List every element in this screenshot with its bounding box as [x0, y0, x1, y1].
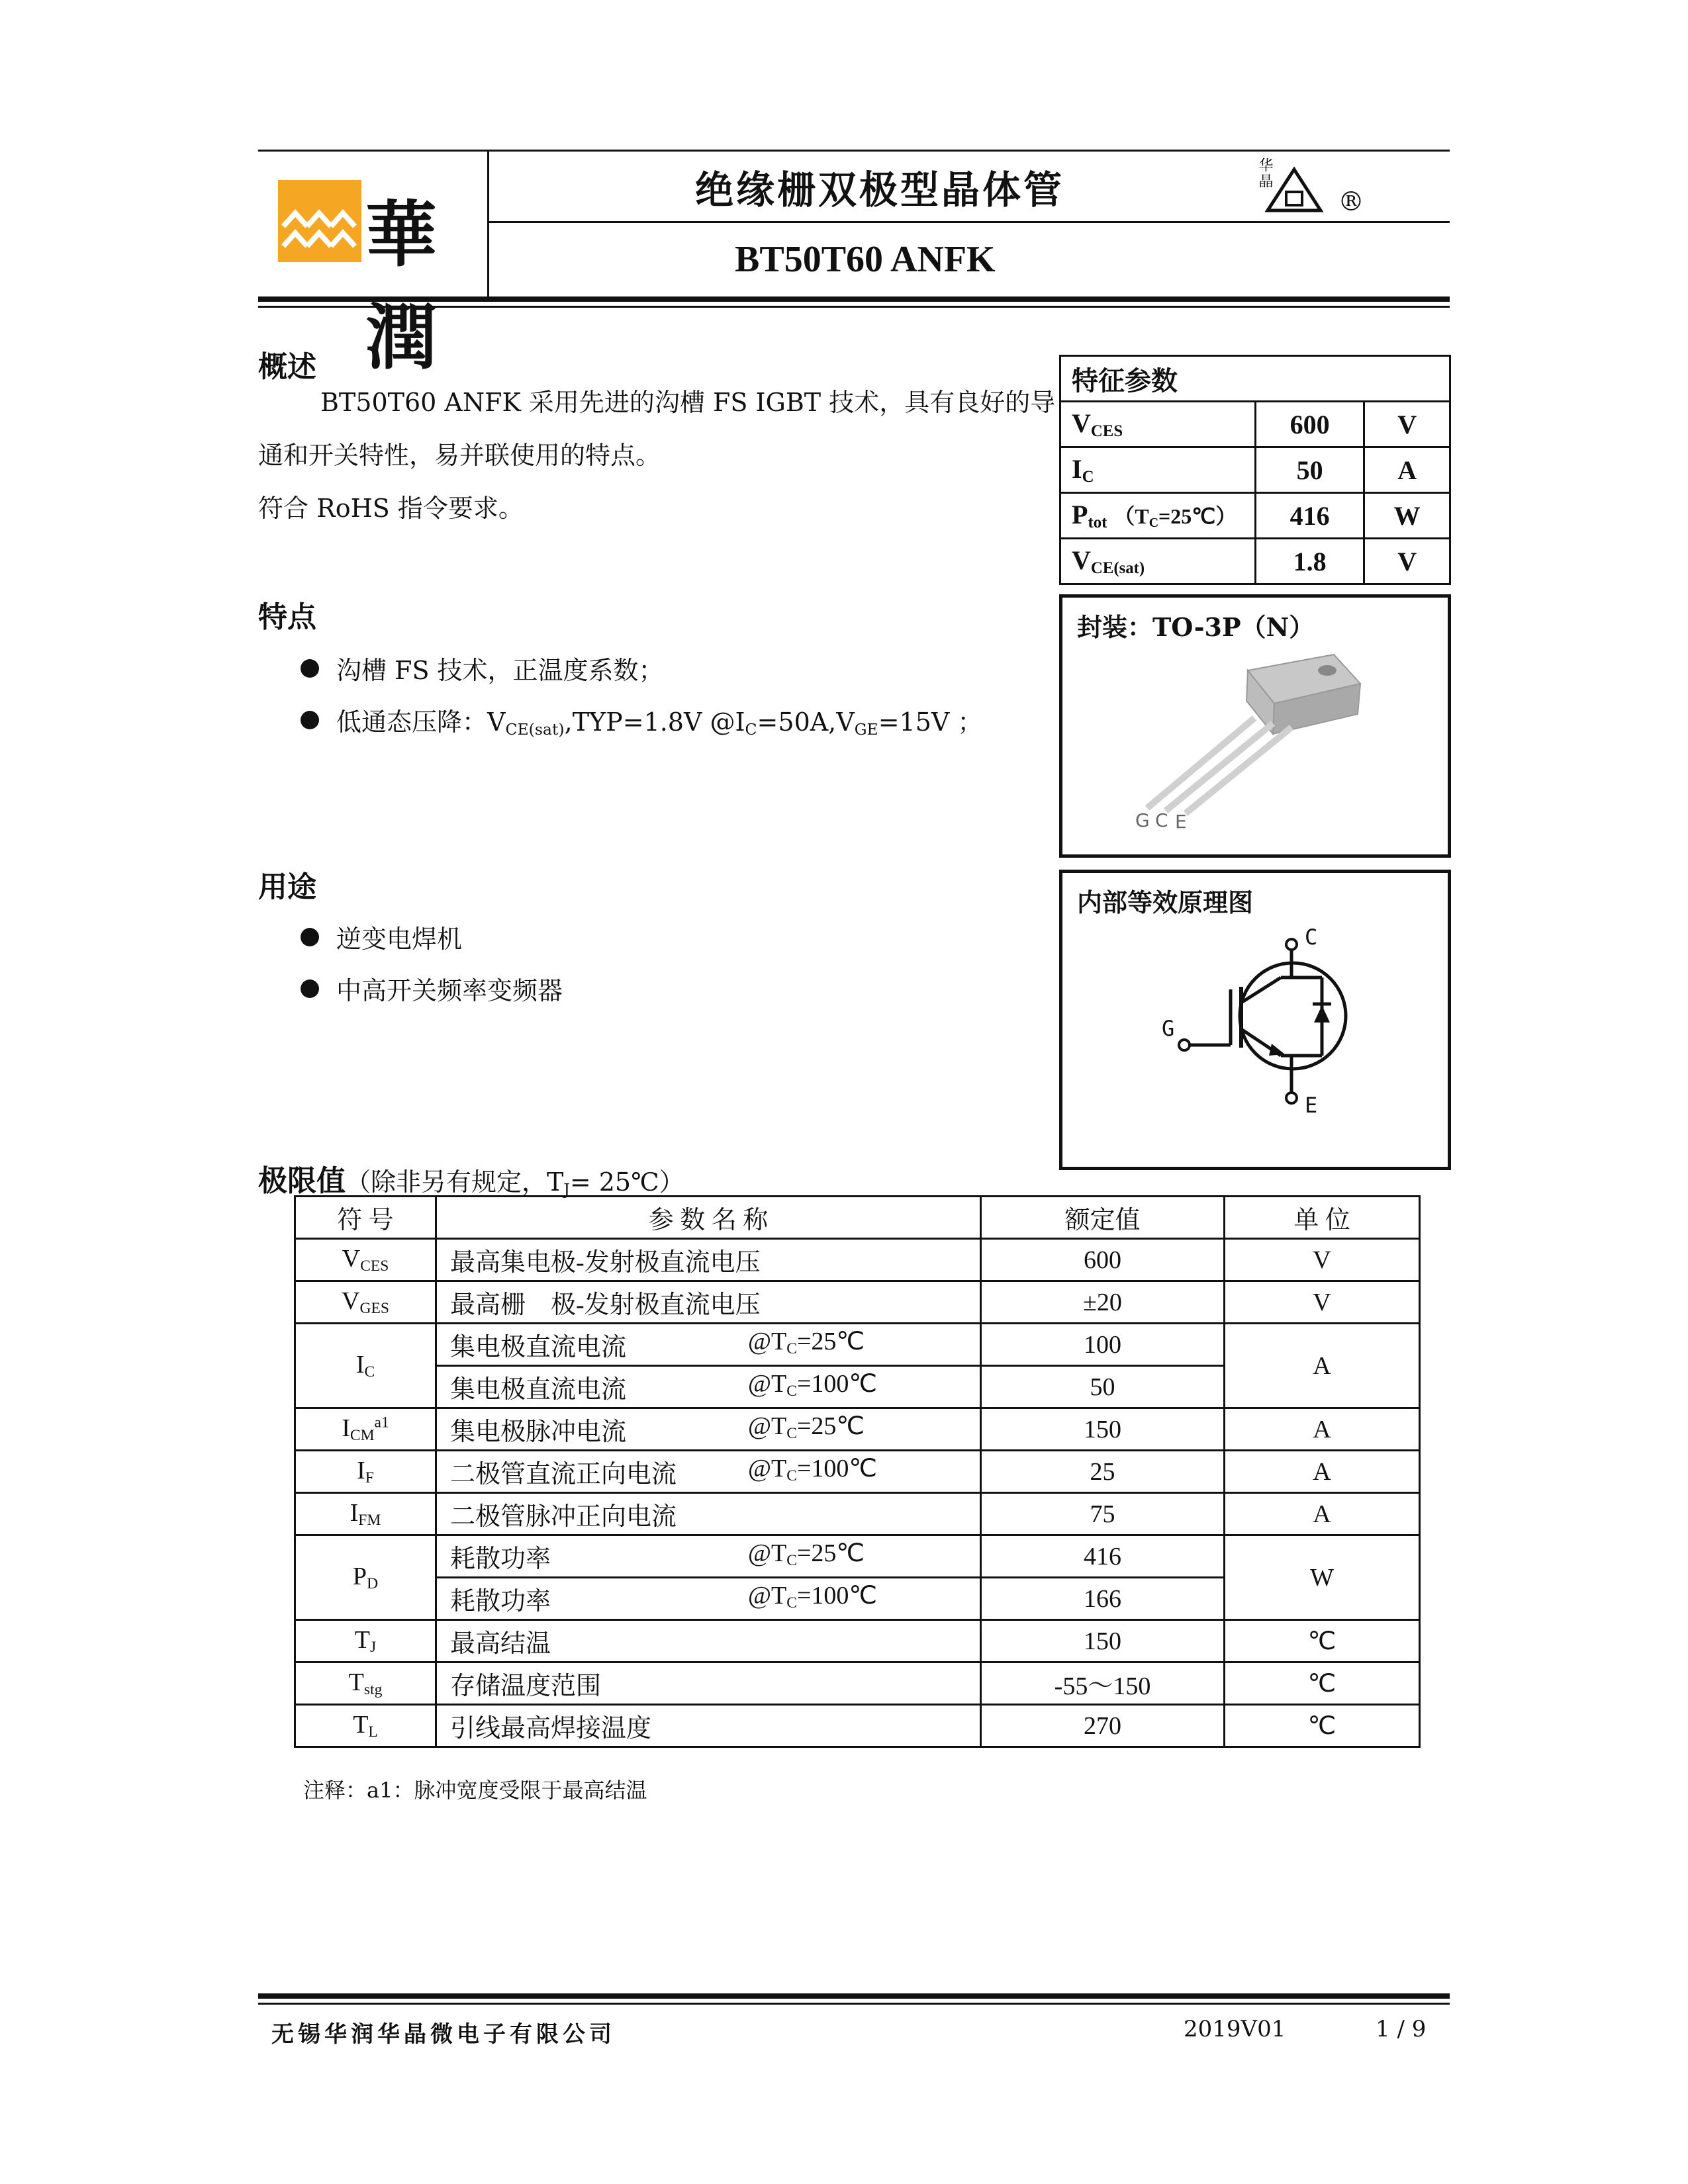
cert-logo: [1254, 156, 1367, 222]
overview-line-1: BT50T60 ANFK 采用先进的沟槽 FS IGBT 技术，具有良好的导: [320, 388, 1056, 417]
schematic-label: 内部等效原理图: [1077, 887, 1254, 917]
table-row: 耗散功率 $@T_C=100℃$ 166: [295, 1578, 1420, 1620]
table-row: $T_L$ 引线最高焊接温度 270 ℃: [295, 1705, 1420, 1747]
footer-version: 2019V01: [1184, 2016, 1286, 2042]
overview-line-2: 通和开关特性，易并联使用的特点。: [258, 441, 661, 470]
key-param-value: 50: [1256, 447, 1364, 493]
key-param-unit: A: [1364, 447, 1450, 493]
footer-rule-thick: [258, 1993, 1450, 1999]
feature-item-1: 沟槽 FS 技术，正温度系数；: [301, 650, 664, 686]
package-label: 封装：TO-3P（N）: [1077, 612, 1315, 642]
package-image: [1062, 598, 1448, 854]
package-pin-e: E: [1175, 811, 1187, 833]
part-number-title: BT50T60 ANFK: [735, 239, 996, 280]
document-title: 绝缘栅双极型晶体管: [695, 167, 1065, 212]
col-param: 参 数 名 称: [436, 1197, 981, 1239]
logo-mark-icon: [278, 180, 361, 262]
schematic-pin-c: C: [1305, 925, 1318, 950]
bullet-icon: [301, 928, 319, 946]
key-parameters-table: [1059, 355, 1451, 585]
table-row: $V_{GES}$ 最高栅 极-发射极直流电压 ±20 V: [295, 1281, 1420, 1324]
ratings-table: [294, 1195, 1421, 1748]
schematic-pin-g: G: [1162, 1016, 1175, 1041]
key-param-unit: V: [1364, 402, 1450, 447]
logo-text: 華潤: [365, 193, 434, 379]
bullet-icon: [301, 659, 319, 678]
table-row: 集电极直流电流 $@T_C=100℃$ 50: [295, 1366, 1420, 1408]
ratings-header-row: [295, 1197, 1420, 1239]
footer-rule-thin: [258, 2003, 1450, 2005]
key-param-value: 416: [1256, 493, 1364, 539]
table-row: $P_D$ 耗散功率 $@T_C=25℃$ 416 W: [295, 1535, 1420, 1578]
footer-company: 无锡华润华晶微电子有限公司: [271, 2021, 616, 2048]
table-row: $I_C$ 集电极直流电流 $@T_C=25℃$ 100 A: [295, 1324, 1420, 1366]
application-item-1: 逆变电焊机: [301, 919, 462, 955]
feature-item-2: 低通态压降：$V_{CE(sat)},TYP=1.8V$ $@I_C=50A,V_{GE}=15V$ ；: [301, 702, 982, 739]
col-unit: 单 位: [1225, 1197, 1420, 1239]
key-param-value: 1.8: [1256, 539, 1364, 584]
table-row: $T_J$ 最高结温 150 ℃: [295, 1620, 1420, 1662]
ratings-note: 注释：a1：脉冲宽度受限于最高结温: [303, 1778, 647, 1803]
table-row: $I_{CM}^{a1}$ 集电极脉冲电流 $@T_C=25℃$ 150 A: [295, 1408, 1420, 1451]
key-param-unit: W: [1364, 493, 1450, 539]
bullet-icon: [301, 711, 319, 729]
cert-logo-text: 华晶: [1256, 158, 1273, 189]
overview-line-3: 符合 RoHS 指令要求。: [258, 494, 524, 523]
registered-mark: ®: [1338, 187, 1364, 217]
table-row: $I_F$ 二极管直流正向电流 $@T_C=100℃$ 25 A: [295, 1451, 1420, 1493]
key-param-row-vces: $V_{CES}$ 600 V: [1060, 402, 1450, 447]
key-params-header-row: [1060, 356, 1450, 402]
overview-heading: 概述: [258, 350, 316, 384]
package-pin-c: C: [1155, 809, 1168, 831]
schematic-pin-e: E: [1305, 1093, 1318, 1118]
package-box: [1059, 594, 1451, 858]
table-row: $T_{stg}$ 存储温度范围 -55～150 ℃: [295, 1662, 1420, 1705]
key-param-unit: V: [1364, 539, 1450, 584]
ratings-subtitle: （除非另有规定，$T_J=$ 25℃）: [346, 1167, 684, 1199]
application-item-2: 中高开关频率变频器: [301, 970, 563, 1007]
applications-heading: 用途: [258, 870, 316, 904]
table-row: $V_{CES}$ 最高集电极-发射极直流电压 600 V: [295, 1239, 1420, 1281]
features-heading: 特点: [258, 600, 316, 634]
col-rated: 额定值: [981, 1197, 1225, 1239]
key-param-row-ptot: $P_{tot}$ $(T_C=25℃)$ 416 W: [1060, 493, 1450, 539]
ratings-title: 极限值（除非另有规定，$T_J=$ 25℃）: [258, 1164, 684, 1199]
key-params-heading: 特征参数: [1060, 356, 1450, 402]
bullet-icon: [301, 979, 319, 998]
table-row: $I_{FM}$ 二极管脉冲正向电流 75 A: [295, 1493, 1420, 1535]
package-pin-g: G: [1135, 809, 1150, 831]
col-symbol: 符 号: [295, 1197, 436, 1239]
footer-page-number: 1 / 9: [1376, 2016, 1427, 2042]
key-param-value: 600: [1256, 402, 1364, 447]
igbt-symbol: [1062, 873, 1448, 1167]
key-param-row-vcesat: $V_{CE(sat)}$ 1.8 V: [1060, 539, 1450, 584]
schematic-box: [1059, 870, 1451, 1170]
key-param-row-ic: $I_C$ 50 A: [1060, 447, 1450, 493]
